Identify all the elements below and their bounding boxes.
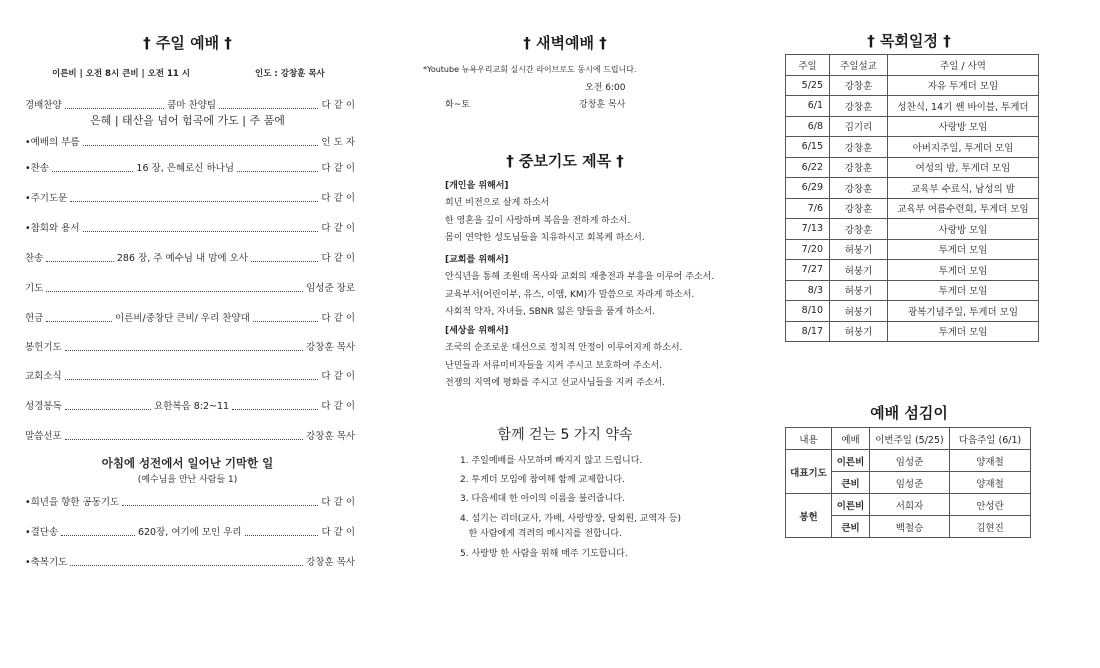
worship-item-role: 다 같 이 <box>321 193 355 204</box>
schedule-cell: 허붕기 <box>830 260 888 281</box>
worship-item-label: 말씀선포 <box>25 431 62 442</box>
dotted-leader <box>122 497 318 506</box>
praise-song-note: 은혜 | 태산을 넘어 험곡에 가도 | 주 품에 <box>90 114 285 127</box>
servers-cell: 임성준 <box>870 450 950 472</box>
dawn-service-title: † 새벽예배 † <box>523 34 607 52</box>
worship-item <box>25 428 355 442</box>
servers-cell: 큰비 <box>832 472 870 494</box>
worship-item-detail: 286 장, 주 예수님 내 맘에 오사 <box>116 253 248 264</box>
sunday-service-title: † 주일 예배 † <box>143 34 232 52</box>
servers-cell: 백철승 <box>870 516 950 538</box>
servers-header-cell: 예배 <box>832 428 870 450</box>
schedule-cell: 투게더 모임 <box>888 239 1039 260</box>
promise-item: 2. 투게더 모임에 참여해 함께 교제합니다. <box>460 475 625 485</box>
schedule-row <box>786 239 1039 260</box>
servers-cell: 양재철 <box>950 450 1031 472</box>
promise-item: 1. 주일예배를 사모하며 빠지지 않고 드립니다. <box>460 456 643 466</box>
schedule-header-cell: 주일 / 사역 <box>888 55 1039 76</box>
worship-item-label: 교회소식 <box>25 371 62 382</box>
schedule-cell: 강창훈 <box>830 157 888 178</box>
worship-item-detail: 16 장, 은혜로신 하나님 <box>136 163 234 174</box>
worship-item-role: 다 같 이 <box>321 100 356 111</box>
closing-item-role: 다 같 이 <box>321 497 355 508</box>
sermon-title: 아침에 성전에서 일어난 기막한 일 <box>101 456 274 470</box>
prayer-line: 사회적 약자, 자녀들, SBNR 잃은 양들을 품게 하소서. <box>445 307 655 317</box>
schedule-cell: 7/13 <box>786 219 830 240</box>
schedule-cell: 교육부 여름수련회, 투게더 모임 <box>888 198 1039 219</box>
closing-item-label: •희년을 향한 공동기도 <box>25 497 120 508</box>
dotted-leader <box>65 371 319 380</box>
dotted-leader <box>65 342 303 351</box>
promise-item: 한 사람에게 격려의 메시지를 전합니다. <box>460 529 622 539</box>
worship-item <box>25 339 355 353</box>
worship-item-detail: 이른비/중창단 큰비/ 우리 찬양대 <box>115 313 250 324</box>
dotted-leader <box>65 401 151 410</box>
dotted-leader <box>245 527 319 536</box>
worship-item <box>25 134 355 148</box>
schedule-row <box>786 75 1039 96</box>
schedule-cell: 아버지주일, 투게더 모임 <box>888 137 1039 158</box>
worship-item-label: 기도 <box>25 283 44 294</box>
worship-item-role: 다 같 이 <box>321 313 356 324</box>
worship-item-label: •참회와 용서 <box>25 223 80 234</box>
worship-item-role: 다 같 이 <box>321 371 355 382</box>
worship-item-label: 헌금 <box>25 313 44 324</box>
youtube-note: *Youtube 뉴욕우리교회 실시간 라이브로도 동시에 드립니다. <box>423 65 637 74</box>
dotted-leader <box>46 253 114 262</box>
dawn-time: 오전 6:00 <box>585 83 626 93</box>
dotted-leader <box>65 431 303 440</box>
dotted-leader <box>46 283 303 292</box>
schedule-cell: 8/10 <box>786 301 830 322</box>
closing-item-label: •결단송 <box>25 527 59 538</box>
dotted-leader <box>52 163 133 172</box>
dotted-leader <box>219 100 318 109</box>
prayer-line: 안식년을 통해 조원태 목사와 교회의 재충전과 부흥을 이루어 주소서. <box>445 272 715 282</box>
service-times: 이른비 | 오전 8시 큰비 | 오전 11 시 <box>52 69 190 79</box>
promise-item: 3. 다음세대 한 아이의 이름을 불러줍니다. <box>460 494 625 504</box>
worship-item-role: 다 같 이 <box>321 163 356 174</box>
schedule-cell: 5/25 <box>786 75 830 96</box>
dotted-leader <box>83 223 319 232</box>
worship-item-role: 다 같 이 <box>321 401 355 412</box>
schedule-row <box>786 157 1039 178</box>
dawn-leader: 강창훈 목사 <box>579 100 626 110</box>
worship-item <box>25 220 355 234</box>
prayer-line: 난민들과 서류미비자들을 지켜 주시고 보호하여 주소서. <box>445 360 663 371</box>
prayer-line: 조국의 순조로운 대선으로 정치적 안정이 이루어지게 하소서. <box>445 343 683 353</box>
schedule-cell: 6/29 <box>786 178 830 199</box>
schedule-row <box>786 198 1039 219</box>
worship-item <box>25 310 355 324</box>
schedule-cell: 투게더 모임 <box>888 260 1039 281</box>
promise-item: 5. 사랑방 한 사람을 위해 매주 기도합니다. <box>460 549 628 559</box>
schedule-row <box>786 301 1039 322</box>
schedule-cell: 6/8 <box>786 116 830 137</box>
dotted-leader <box>70 193 318 202</box>
schedule-column <box>778 0 1040 668</box>
servers-cell: 서희자 <box>870 494 950 516</box>
dotted-leader <box>251 253 319 262</box>
schedule-cell: 7/20 <box>786 239 830 260</box>
dotted-leader <box>253 313 319 322</box>
worship-item-label: 찬송 <box>25 253 44 264</box>
dotted-leader <box>83 137 319 146</box>
worship-item <box>25 250 355 264</box>
servers-row <box>786 494 1031 516</box>
closing-item-detail: 620장, 여기에 모인 우리 <box>137 527 242 538</box>
schedule-cell: 6/15 <box>786 137 830 158</box>
schedule-row <box>786 96 1039 117</box>
schedule-cell: 6/1 <box>786 96 830 117</box>
dotted-leader <box>61 527 135 536</box>
schedule-table <box>785 54 1039 342</box>
schedule-cell: 6/22 <box>786 157 830 178</box>
servers-group-cell: 봉헌 <box>786 494 832 538</box>
schedule-cell: 김기리 <box>830 116 888 137</box>
schedule-cell: 허붕기 <box>830 321 888 342</box>
worship-item <box>25 398 355 412</box>
schedule-cell: 7/6 <box>786 198 830 219</box>
closing-item <box>25 494 355 508</box>
closing-item <box>25 524 355 538</box>
worship-item-role: 다 같 이 <box>321 223 355 234</box>
schedule-cell: 강창훈 <box>830 96 888 117</box>
servers-group-cell: 대표기도 <box>786 450 832 494</box>
servers-row <box>786 450 1031 472</box>
schedule-cell: 교육부 수료식, 남성의 밤 <box>888 178 1039 199</box>
prayer-line: 교육부서(어린이부, 유스, 이엠, KM)가 말씀으로 자라게 하소서. <box>445 289 695 300</box>
servers-header-cell: 이번주일 (5/25) <box>870 428 950 450</box>
worship-item <box>25 368 355 382</box>
schedule-cell: 8/17 <box>786 321 830 342</box>
servers-cell: 이른비 <box>832 450 870 472</box>
worship-item-label: 봉헌기도 <box>25 342 62 353</box>
schedule-cell: 강창훈 <box>830 198 888 219</box>
schedule-row <box>786 219 1039 240</box>
worship-item-label: •예배의 부름 <box>25 137 80 148</box>
schedule-row <box>786 280 1039 301</box>
schedule-cell: 성찬식, 14기 쎈 바이블, 투게더 <box>888 96 1039 117</box>
dotted-leader <box>237 163 318 172</box>
promise-item: 4. 섬기는 리더(교사, 가배, 사랑방장, 당회원, 교역자 등) <box>460 514 681 524</box>
worship-item <box>25 160 355 174</box>
schedule-cell: 광복기념주일, 투게더 모임 <box>888 301 1039 322</box>
servers-cell: 이른비 <box>832 494 870 516</box>
servers-header-row <box>786 428 1031 450</box>
worship-item-label: 성경봉독 <box>25 401 62 412</box>
dotted-leader <box>65 100 164 109</box>
worship-item-label: 경배찬양 <box>25 100 62 111</box>
schedule-cell: 8/3 <box>786 280 830 301</box>
closing-item <box>25 554 355 568</box>
prayer-line: 몸이 연약한 성도님들을 치유하시고 회복케 하소서. <box>445 233 645 243</box>
servers-title: 예배 섬김이 <box>870 404 948 422</box>
schedule-row <box>786 260 1039 281</box>
schedule-row <box>786 137 1039 158</box>
schedule-cell: 7/27 <box>786 260 830 281</box>
worship-item-role: 강창훈 목사 <box>306 431 355 442</box>
worship-item-role: 인 도 자 <box>321 137 355 148</box>
worship-item-label: •주기도문 <box>25 193 68 204</box>
worship-item-role: 강창훈 목사 <box>306 342 355 353</box>
schedule-cell: 사랑방 모임 <box>888 219 1039 240</box>
dotted-leader <box>46 313 112 322</box>
servers-cell: 안성란 <box>950 494 1031 516</box>
prayer-line: 한 영혼을 깊이 사랑하며 복음을 전하게 하소서. <box>445 215 631 226</box>
schedule-cell: 강창훈 <box>830 75 888 96</box>
worship-item-detail: 요한복음 8:2~11 <box>154 401 230 412</box>
prayer-column <box>415 0 715 668</box>
worship-item-label: •찬송 <box>25 163 49 174</box>
servers-cell: 큰비 <box>832 516 870 538</box>
servers-cell: 김현진 <box>950 516 1031 538</box>
prayer-section-heading: [세상을 위해서] <box>445 326 509 336</box>
schedule-cell: 허붕기 <box>830 239 888 260</box>
schedule-row <box>786 321 1039 342</box>
schedule-cell: 투게더 모임 <box>888 321 1039 342</box>
worship-item <box>25 280 355 294</box>
closing-item-role: 다 같 이 <box>321 527 356 538</box>
prayer-line: 전쟁의 지역에 평화를 주시고 선교사님들을 지켜 주소서. <box>445 378 665 388</box>
dotted-leader <box>232 401 318 410</box>
prayer-line: 희년 비전으로 살게 하소서 <box>445 198 550 208</box>
schedule-cell: 여성의 밤, 투게더 모임 <box>888 157 1039 178</box>
schedule-cell: 사랑방 모임 <box>888 116 1039 137</box>
schedule-row <box>786 116 1039 137</box>
servers-header-cell: 다음주일 (6/1) <box>950 428 1031 450</box>
servers-header-cell: 내용 <box>786 428 832 450</box>
sermon-subtitle: (예수님을 만난 사람들 1) <box>137 475 238 485</box>
promises-title: 함께 걷는 5 가지 약속 <box>497 427 633 443</box>
schedule-cell: 허붕기 <box>830 301 888 322</box>
intercession-title: † 중보기도 제목 † <box>506 152 624 170</box>
worship-item-detail: 쿰마 찬양팀 <box>167 100 217 111</box>
closing-item-role: 강창훈 목사 <box>306 557 355 568</box>
schedule-cell: 강창훈 <box>830 219 888 240</box>
servers-cell: 임성준 <box>870 472 950 494</box>
worship-item <box>25 97 355 111</box>
schedule-header-cell: 주일설교 <box>830 55 888 76</box>
sunday-service-column <box>20 0 355 668</box>
schedule-header-cell: 주일 <box>786 55 830 76</box>
schedule-cell: 강창훈 <box>830 178 888 199</box>
servers-cell: 양재철 <box>950 472 1031 494</box>
worship-item <box>25 190 355 204</box>
prayer-section-heading: [교회를 위해서] <box>445 255 509 265</box>
schedule-header-row <box>786 55 1039 76</box>
schedule-cell: 허붕기 <box>830 280 888 301</box>
prayer-section-heading: [개인을 위해서] <box>445 181 509 191</box>
dawn-days: 화~토 <box>445 100 470 110</box>
dotted-leader <box>70 557 303 566</box>
worship-item-role: 다 같 이 <box>321 253 356 264</box>
worship-item-role: 임성준 장로 <box>306 283 355 294</box>
closing-item-label: •축복기도 <box>25 557 68 568</box>
service-leader: 인도 : 강창훈 목사 <box>255 69 325 79</box>
schedule-cell: 자유 투게더 모임 <box>888 75 1039 96</box>
schedule-row <box>786 178 1039 199</box>
servers-table <box>785 427 1031 538</box>
schedule-cell: 강창훈 <box>830 137 888 158</box>
pastoral-schedule-title: † 목회일정 † <box>867 32 951 50</box>
schedule-cell: 투게더 모임 <box>888 280 1039 301</box>
